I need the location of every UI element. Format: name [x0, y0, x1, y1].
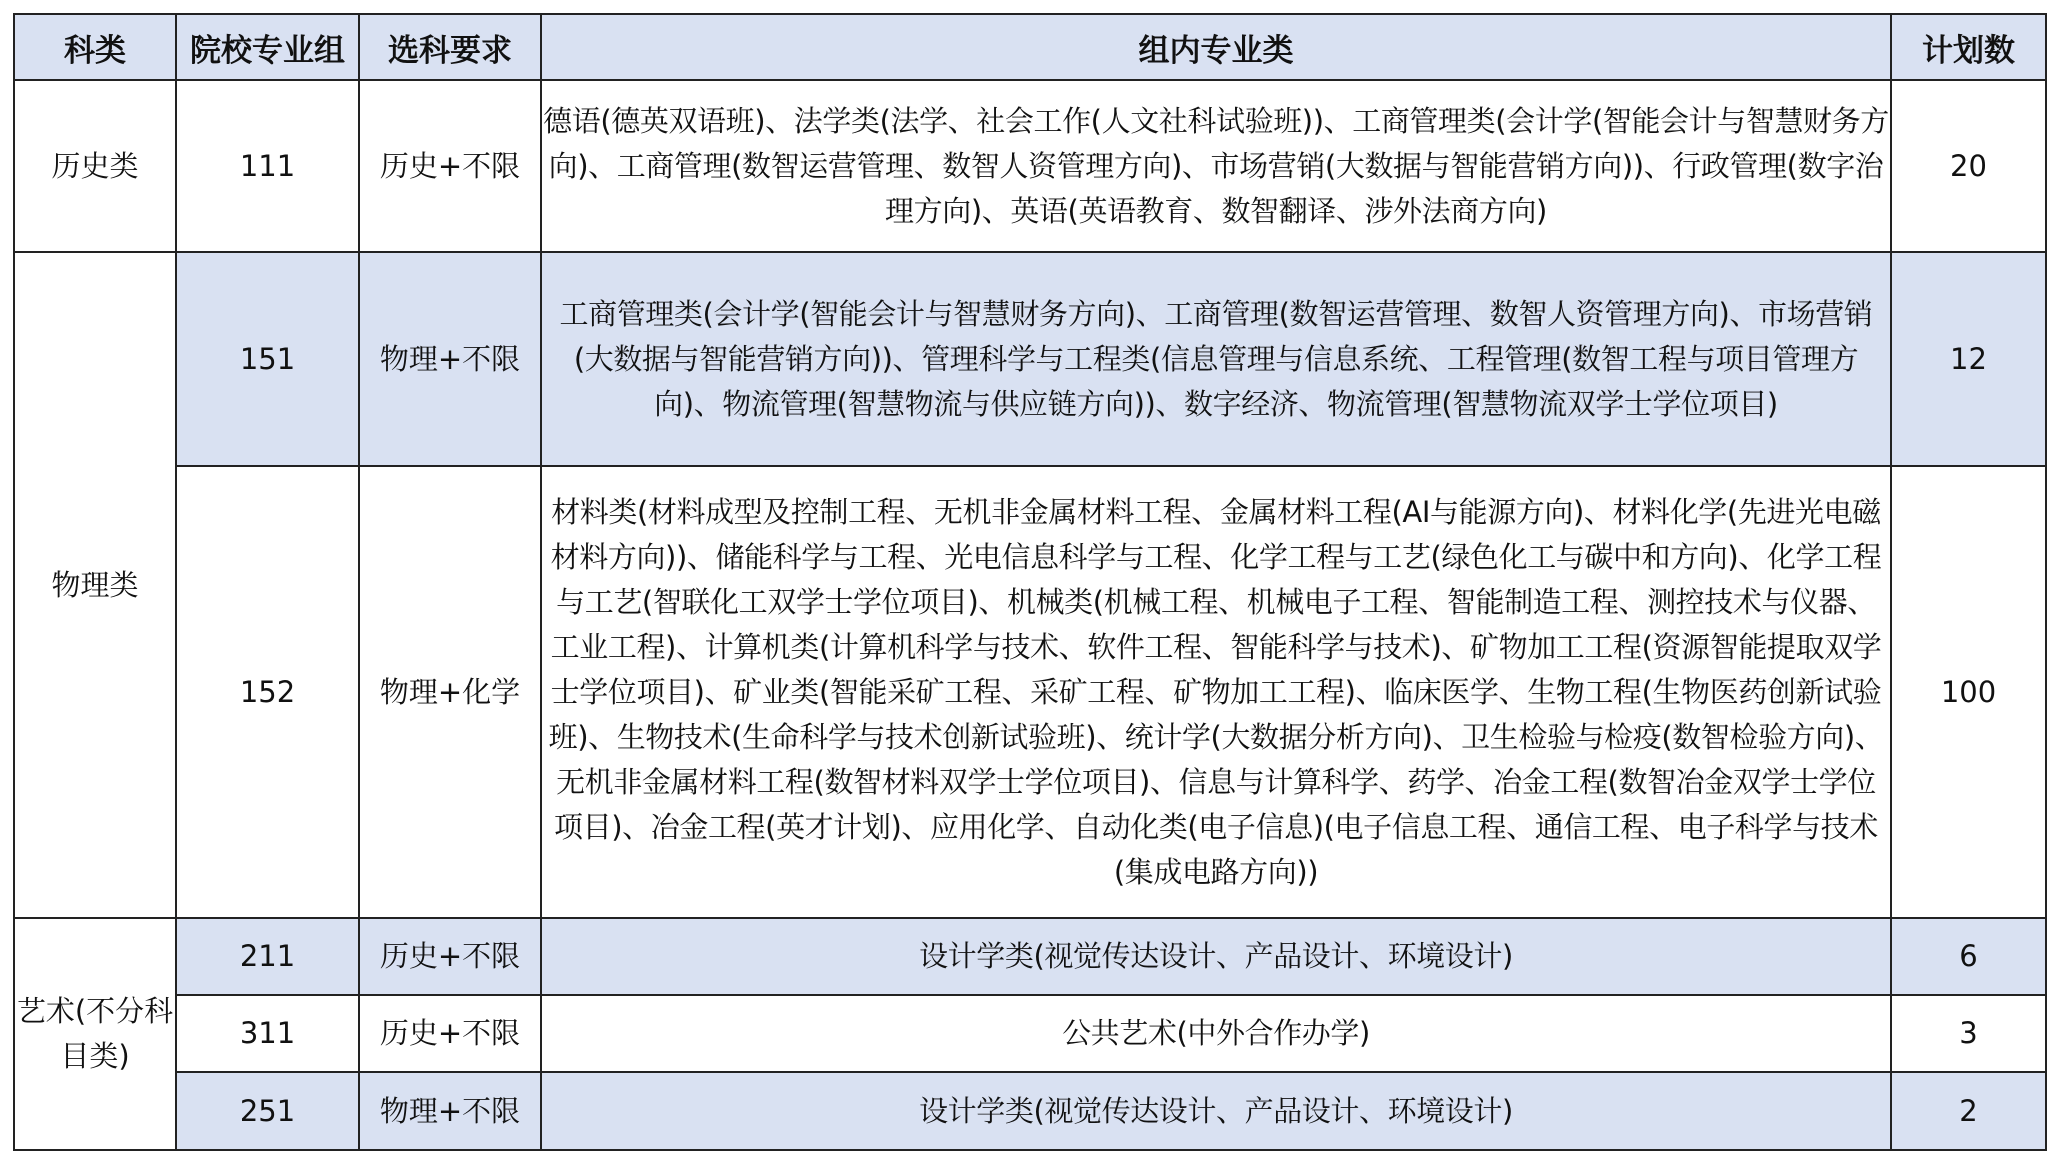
- header-row: [14, 14, 2046, 80]
- category-cell: 艺术(不分科目类): [14, 918, 176, 1150]
- plan-count-cell: 2: [1891, 1072, 2046, 1150]
- header-plan-count: 计划数: [1891, 14, 2046, 80]
- category-cell: 历史类: [14, 80, 176, 252]
- group-cell: 311: [176, 995, 359, 1072]
- subject-requirement-cell: 物理+化学: [359, 466, 541, 918]
- plan-count-cell: 100: [1891, 466, 2046, 918]
- majors-cell: 设计学类(视觉传达设计、产品设计、环境设计): [541, 918, 1891, 995]
- group-cell: 111: [176, 80, 359, 252]
- subject-requirement-cell: 物理+不限: [359, 1072, 541, 1150]
- plan-count-cell: 20: [1891, 80, 2046, 252]
- majors-cell: 公共艺术(中外合作办学): [541, 995, 1891, 1072]
- subject-requirement-cell: 历史+不限: [359, 918, 541, 995]
- plan-count-cell: 3: [1891, 995, 2046, 1072]
- plan-count-cell: 6: [1891, 918, 2046, 995]
- header-group: 院校专业组: [176, 14, 359, 80]
- table-row: [14, 80, 2046, 252]
- group-cell: 152: [176, 466, 359, 918]
- enrollment-plan-table: [13, 13, 2047, 1151]
- header-majors: 组内专业类: [541, 14, 1891, 80]
- table-row: [14, 252, 2046, 466]
- header-subject-requirement: 选科要求: [359, 14, 541, 80]
- subject-requirement-cell: 历史+不限: [359, 80, 541, 252]
- table-row: [14, 1072, 2046, 1150]
- header-category: 科类: [14, 14, 176, 80]
- table-row: [14, 995, 2046, 1072]
- table-row: [14, 918, 2046, 995]
- subject-requirement-cell: 历史+不限: [359, 995, 541, 1072]
- plan-count-cell: 12: [1891, 252, 2046, 466]
- majors-cell: 材料类(材料成型及控制工程、无机非金属材料工程、金属材料工程(AI与能源方向)、材料化学(先进光电磁材料方向))、储能科学与工程、光电信息科学与工程、化学工程与工艺(绿色化工与碳中和方向)、化学工程与工艺(智联化工双学士学位项目)、机械类(机械工程、机械电子工程、智能制造工程、测控技术与仪器、工业工程)、计算机类(计算机科学与技术、软件工程、智能科学与技术)、矿物加工工程(资源智能提取双学士学位项目)、矿业类(智能采矿工程、采矿工程、矿物加工工程)、临床医学、生物工程(生物医药创新试验班)、生物技术(生命科学与技术创新试验班)、统计学(大数据分析方向)、卫生检验与检疫(数智检验方向)、无机非金属材料工程(数智材料双学士学位项目)、信息与计算科学、药学、冶金工程(数智冶金双学士学位项目)、冶金工程(英才计划)、应用化学、自动化类(电子信息)(电子信息工程、通信工程、电子科学与技术(集成电路方向)): [541, 466, 1891, 918]
- category-cell: 物理类: [14, 252, 176, 918]
- group-cell: 211: [176, 918, 359, 995]
- majors-cell: 设计学类(视觉传达设计、产品设计、环境设计): [541, 1072, 1891, 1150]
- subject-requirement-cell: 物理+不限: [359, 252, 541, 466]
- group-cell: 251: [176, 1072, 359, 1150]
- group-cell: 151: [176, 252, 359, 466]
- majors-cell: 工商管理类(会计学(智能会计与智慧财务方向)、工商管理(数智运营管理、数智人资管理方向)、市场营销(大数据与智能营销方向))、管理科学与工程类(信息管理与信息系统、工程管理(数智工程与项目管理方向)、物流管理(智慧物流与供应链方向))、数字经济、物流管理(智慧物流双学士学位项目): [541, 252, 1891, 466]
- majors-cell: 德语(德英双语班)、法学类(法学、社会工作(人文社科试验班))、工商管理类(会计学(智能会计与智慧财务方向)、工商管理(数智运营管理、数智人资管理方向)、市场营销(大数据与智能营销方向))、行政管理(数字治理方向)、英语(英语教育、数智翻译、涉外法商方向): [541, 80, 1891, 252]
- table-row: [14, 466, 2046, 918]
